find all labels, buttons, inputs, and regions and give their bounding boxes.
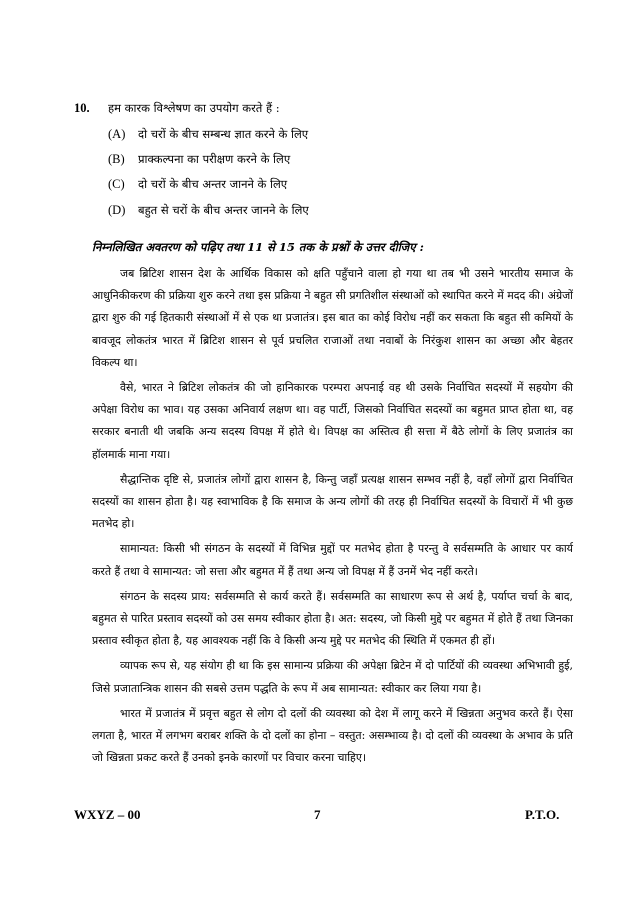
option-text: दो चरों के बीच सम्बन्ध ज्ञात करने के लिए — [138, 127, 309, 141]
option-label: (D) — [108, 203, 126, 217]
option-label: (A) — [108, 127, 126, 141]
option-c — [108, 177, 588, 195]
option-text: बहुत से चरों के बीच अन्तर जानने के लिए — [138, 203, 309, 217]
option-label: (B) — [108, 152, 125, 166]
passage-paragraph: व्यापक रूप से, यह संयोग ही था कि इस सामान्य प्रक्रिया की अपेक्षा ब्रिटेन में दो पार्टियों की व्यवस्था अभिभावी हुई, जिसे प्रजातान्त्रिक शासन की सबसे उत्तम पद्धति के रूप में अब सामान्यत: स्वीकार कर लिया गया है। — [92, 659, 573, 695]
paper-code: WXYZ – 00 — [74, 807, 141, 822]
passage-instruction: निम्नलिखित अवतरण को पढ़िए तथा 11 से 15 तक के प्रश्नों के उत्तर दीजिए : — [92, 240, 424, 254]
question-number: 10. — [74, 101, 90, 115]
passage-paragraph: संगठन के सदस्य प्राय: सर्वसम्मति से कार्य करते हैं। सर्वसम्मति का साधारण रूप से अर्थ है, पर्याप्त चर्चा के बाद, बहुमत से पारित प्रस्ताव सदस्यों को उस समय स्वीकार होता है। अत: सदस्य, जो किसी मुद्दे पर बहुमत में होते हैं तथा जिनका प्रस्ताव स्वीकृत होता है, यह आवश्यक नहीं कि वे किसी अन्य मुद्दे पर मतभेद की स्थिति में एकमत ही हों। — [92, 589, 573, 648]
passage-paragraph: जब ब्रिटिश शासन देश के आर्थिक विकास को क्षति पहुँचाने वाला हो गया था तब भी उसने भारतीय समाज के आधुनिकीकरण की प्रक्रिया शुरु करने तथा इस प्रक्रिया ने बहुत सी प्रगतिशील संस्थाओं को स्थापित करने में मदद की। अंग्रेजों द्वारा शुरु की गई हितकारी संस्थाओं में से एक था प्रजातंत्र। इस बात का कोई विरोध नहीं कर सकता कि बहुत सी कमियों के बावजूद लोकतंत्र भारत में ब्रिटिश शासन से पूर्व प्रचलित राजाओं तथा नवाबों के निरंकुश शासन का अच्छा और बेहतर विकल्प था। — [92, 267, 573, 369]
option-text: प्राक्कल्पना का परीक्षण करने के लिए — [138, 152, 291, 166]
option-b — [108, 152, 588, 170]
page-number: 7 — [314, 807, 321, 822]
passage-paragraph: वैसे, भारत ने ब्रिटिश लोकतंत्र की जो हानिकारक परम्परा अपनाई वह थी उसके निर्वाचित सदस्यों में सहयोग की अपेक्षा विरोध का भाव। यह उसका अनिवार्य लक्षण था। वह पार्टी, जिसको निर्वाचित सदस्यों का बहुमत प्राप्त होता था, वह सरकार बनाती थी जबकि अन्य सदस्य विपक्ष में होते थे। विपक्ष का अस्तित्व ही सत्ता में बैठे लोगों के लिए प्रजातंत्र का हॉलमार्क माना गया। — [92, 381, 573, 461]
option-a — [108, 127, 588, 145]
passage-paragraph: भारत में प्रजातंत्र में प्रवृत्त बहुत से लोग दो दलों की व्यवस्था को देश में लागू करने में खिन्नता अनुभव करते हैं। ऐसा लगता है, भारत में लगभग बराबर शक्ति के दो दलों का होना – वस्तुत: असम्भाव्य है। दो दलों की व्यवस्था के अभाव के प्रति जो खिन्नता प्रकट करते हैं उनको इनके कारणों पर विचार करना चाहिए। — [92, 706, 573, 765]
question-text: हम कारक विश्लेषण का उपयोग करते हैं : — [108, 101, 280, 115]
passage-body — [92, 263, 573, 772]
passage-paragraph: सामान्यत: किसी भी संगठन के सदस्यों में विभिन्न मुद्दों पर मतभेद होता है परन्तु वे सर्वसम्मति के आधार पर कार्य करते हैं तथा वे सामान्यत: जो सत्ता और बहुमत में हैं तथा अन्य जो विपक्ष में हैं उनमें भेद नहीं करते। — [92, 542, 573, 578]
option-label: (C) — [108, 177, 125, 191]
option-d — [108, 203, 588, 221]
pto-label: P.T.O. — [525, 807, 560, 822]
passage-paragraph: सैद्धान्तिक दृष्टि से, प्रजातंत्र लोगों द्वारा शासन है, किन्तु जहाँ प्रत्यक्ष शासन सम्भव नहीं है, वहाँ लोगों द्वारा निर्वाचित सदस्यों का शासन होता है। यह स्वाभाविक है कि समाज के अन्य लोगों की तरह ही निर्वाचित सदस्यों के विचारों में भी कुछ मतभेद हो। — [92, 472, 573, 531]
option-text: दो चरों के बीच अन्तर जानने के लिए — [138, 177, 288, 191]
